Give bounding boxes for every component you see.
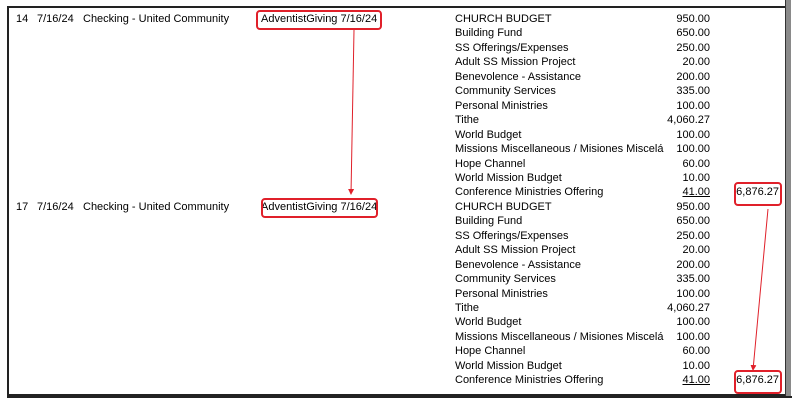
split-category: Adult SS Mission Project <box>455 56 576 69</box>
transaction-account: Checking - United Community <box>83 200 230 213</box>
split-amount: 100.00 <box>676 316 710 329</box>
transaction-total: 6,876.27 <box>736 186 779 199</box>
split-category: Hope Channel <box>455 157 526 170</box>
split-category: SS Offerings/Expenses <box>455 229 569 242</box>
split-amount: 10.00 <box>682 359 710 372</box>
split-category: Conference Ministries Offering <box>455 374 604 387</box>
split-amount: 100.00 <box>676 330 710 343</box>
split-amount: 10.00 <box>682 171 710 184</box>
split-amount: 950.00 <box>676 200 710 213</box>
split-category: Missions Miscellaneous / Misiones Miscelá <box>455 330 664 343</box>
split-amount: 41.00 <box>682 186 710 199</box>
memo-highlight-box <box>261 198 378 218</box>
split-amount: 41.00 <box>682 374 710 387</box>
split-category: Community Services <box>455 85 556 98</box>
split-amount: 950.00 <box>676 13 710 25</box>
split-category: Benevolence - Assistance <box>455 258 581 271</box>
split-amount: 100.00 <box>676 99 710 112</box>
split-amount: 250.00 <box>676 41 710 54</box>
transaction-date: 7/16/24 <box>37 13 74 25</box>
transaction-date: 7/16/24 <box>37 200 74 213</box>
split-category: CHURCH BUDGET <box>455 200 552 213</box>
arrow-total <box>753 209 768 370</box>
transaction-number: 17 <box>16 200 29 213</box>
split-amount: 200.00 <box>676 258 710 271</box>
split-category: Adult SS Mission Project <box>455 244 576 257</box>
split-category: Missions Miscellaneous / Misiones Miscelá <box>455 143 664 156</box>
split-amount: 650.00 <box>676 215 710 228</box>
memo-highlight-box <box>256 10 382 30</box>
split-category: World Budget <box>455 316 522 329</box>
transaction-memo: AdventistGiving 7/16/24 <box>261 13 378 25</box>
split-category: SS Offerings/Expenses <box>455 41 569 54</box>
transaction-number: 14 <box>16 13 29 25</box>
split-category: Conference Ministries Offering <box>455 186 604 199</box>
split-amount: 335.00 <box>676 85 710 98</box>
total-highlight-box <box>734 370 782 394</box>
split-category: Building Fund <box>455 27 523 40</box>
split-amount: 20.00 <box>682 244 710 257</box>
transaction-total: 6,876.27 <box>736 374 779 387</box>
split-category: CHURCH BUDGET <box>455 13 552 25</box>
split-category: World Budget <box>455 128 522 141</box>
split-category: Building Fund <box>455 215 523 228</box>
split-category: Benevolence - Assistance <box>455 70 581 83</box>
split-category: Personal Ministries <box>455 99 548 112</box>
split-amount: 60.00 <box>682 157 710 170</box>
arrow-memo <box>351 30 354 194</box>
split-category: Tithe <box>455 302 480 314</box>
split-category: World Mission Budget <box>455 359 562 372</box>
split-amount: 20.00 <box>682 56 710 69</box>
transaction-account: Checking - United Community <box>83 13 230 25</box>
split-amount: 200.00 <box>676 70 710 83</box>
split-category: Tithe <box>455 114 480 127</box>
split-category: Community Services <box>455 273 556 286</box>
split-amount: 60.00 <box>682 345 710 358</box>
split-category: World Mission Budget <box>455 171 562 184</box>
split-amount: 100.00 <box>676 143 710 156</box>
split-category: Personal Ministries <box>455 287 548 300</box>
split-amount: 100.00 <box>676 128 710 141</box>
split-amount: 650.00 <box>676 27 710 40</box>
split-amount: 250.00 <box>676 229 710 242</box>
split-amount: 335.00 <box>676 273 710 286</box>
split-category: Hope Channel <box>455 345 526 358</box>
split-amount: 100.00 <box>676 287 710 300</box>
transaction-memo: AdventistGiving 7/16/24 <box>261 200 378 213</box>
split-amount: 4,060.27 <box>667 114 710 127</box>
total-highlight-box <box>734 182 782 206</box>
split-amount: 4,060.27 <box>667 302 710 314</box>
